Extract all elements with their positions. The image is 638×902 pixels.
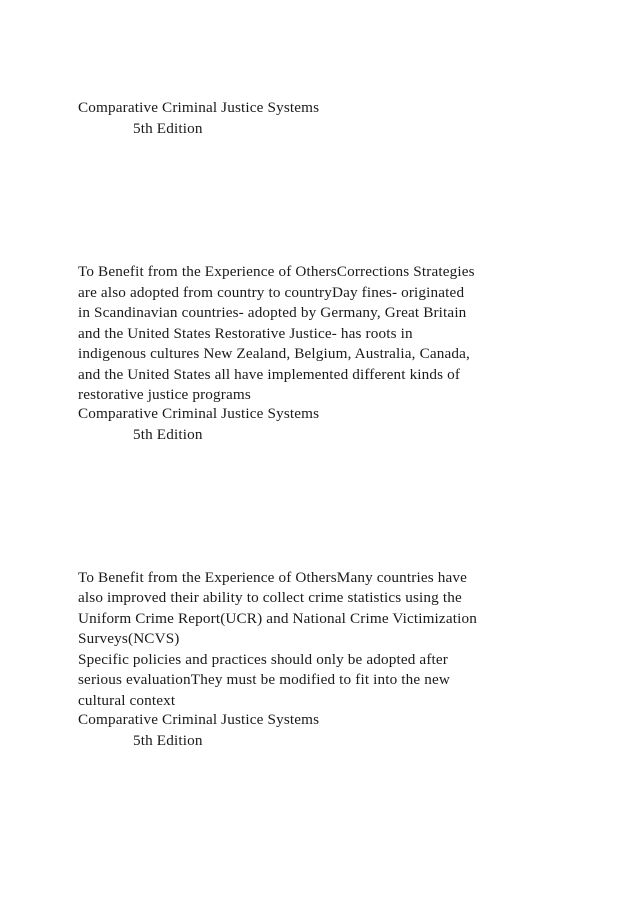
- section-title: Comparative Criminal Justice Systems: [78, 405, 320, 422]
- paragraph-line: Specific policies and practices should only be adopted after: [78, 651, 448, 668]
- paragraph-line: and the United States all have implemented different kinds of: [78, 366, 461, 383]
- section-edition: 5th Edition: [133, 732, 203, 749]
- paragraph-line: Uniform Crime Report(UCR) and National Crime Victimization: [78, 610, 477, 627]
- paragraph-line: Surveys(NCVS): [78, 630, 180, 647]
- paragraph-line: cultural context: [78, 692, 176, 709]
- paragraph-line: and the United States Restorative Justice- has roots in: [78, 325, 413, 342]
- paragraph-line: To Benefit from the Experience of OthersMany countries have: [78, 569, 468, 586]
- paragraph-line: To Benefit from the Experience of OthersCorrections Strategies: [78, 263, 475, 280]
- section-edition: 5th Edition: [133, 120, 203, 137]
- paragraph-line: are also adopted from country to countryDay fines- originated: [78, 284, 465, 301]
- paragraph-line: restorative justice programs: [78, 386, 251, 403]
- section-edition: 5th Edition: [133, 426, 203, 443]
- paragraph-line: indigenous cultures New Zealand, Belgium, Australia, Canada,: [78, 345, 470, 362]
- section-title: Comparative Criminal Justice Systems: [78, 711, 320, 728]
- section-title: Comparative Criminal Justice Systems: [78, 99, 320, 116]
- paragraph-line: in Scandinavian countries- adopted by Germany, Great Britain: [78, 304, 467, 321]
- paragraph-line: also improved their ability to collect crime statistics using the: [78, 589, 462, 606]
- paragraph-line: serious evaluationThey must be modified to fit into the new: [78, 671, 451, 688]
